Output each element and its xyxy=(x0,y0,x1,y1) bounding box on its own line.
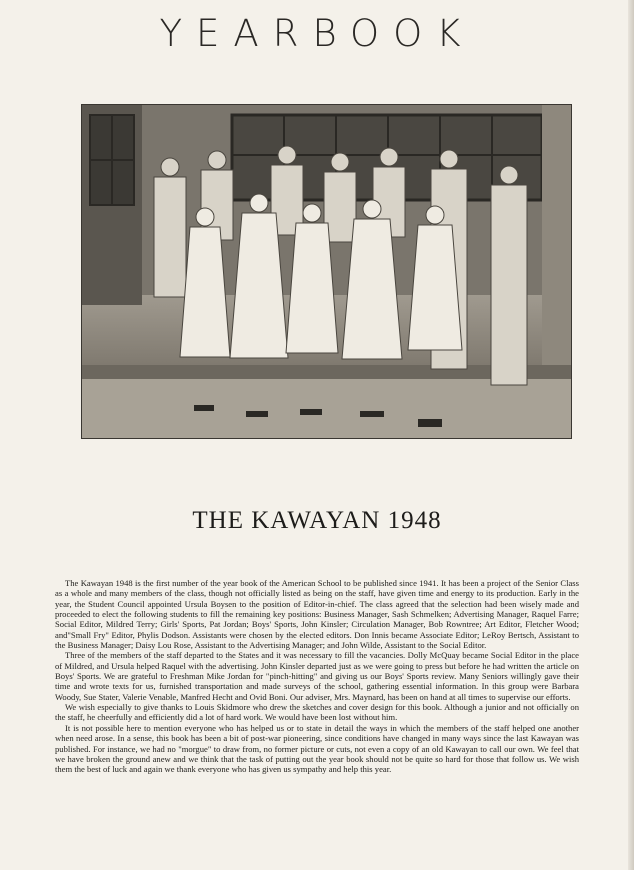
staff-photo-illustration xyxy=(82,105,571,438)
staff-group-photo xyxy=(81,104,572,439)
paragraph-3: We wish especially to give thanks to Louis Skidmore who drew the sketches and cover design for this book. Although a junior and not officially on the staff, he cheerfully and efficiently did a lot of hard work. We would have been lost without him. xyxy=(55,702,579,723)
article-body xyxy=(55,578,579,775)
article-title: THE KAWAYAN 1948 xyxy=(192,507,442,534)
page-header-title: YEARBOOK xyxy=(159,12,475,55)
paragraph-1: The Kawayan 1948 is the first number of the year book of the American School to be published since 1941. It has been a project of the Senior Class as a whole and many members of the class, though not officially listed as being on the staff, have given time and energy to its production. Early in the year, the Student Council appointed Ursula Boysen to the position of Editor-in-chief. The class agreed that the selection had been wisely made and proceeded to elect the following students to fill the remaining key positions: Business Manager, Sash Schmelken; Advertising Manager, Raquel Farre; Social Editor, Mildred Terry; Girls' Sports, Pat Jordan; Boys' Sports, John Kinsler; Circulation Manager, Bob Rowntree; Art Editor, Fletcher Wood; and"Small Fry" Editor, Phylis Dodson. Assistants were chosen by the elected editors. Don Innis became Associate Editor; LeRoy Bertsch, Assistant to the Business Manager; Daisy Lou Rose, Assistant to the Advertising Manager; and John Wilde, Assistant to the Social Editor. xyxy=(55,578,579,651)
page-edge-shadow xyxy=(628,0,634,870)
paragraph-2: Three of the members of the staff departed to the States and it was necessary to fill the vacancies. Dolly McQuay became Social Editor in the place of Mildred, and Ursula helped Raquel with the advertising. John Kinsler departed just as we were going to press but before he had written the article on Boys' Sports. We are grateful to Freshman Mike Jordan for "pinch-hitting" and giving us our Boys' Sports review. Many Seniors willingly gave their time and wrote texts for us, furnished transportation and made surveys of the school, gathering essential information. In this group were Barbara Woody, Sue Stater, Valerie Venable, Manfred Hecht and Ovid Boni. Our adviser, Mrs. Maynard, has been on hand at all times to supervise our efforts. xyxy=(55,650,579,702)
paragraph-4: It is not possible here to mention everyone who has helped us or to state in detail the ways in which the members of the staff helped one another when need arose. In a sense, this book has been a bit of post-war pioneering, since conditions have changed in many ways since the last Kawayan was published. For instance, we had no "morgue" to draw from, no former picture or cuts, not even a copy of an old Kawayan to call our own. We feel that we have broken the ground anew and we think that the task of putting out the year book should not be quite so hard for those that follow us. We wish them the best of luck and again we thank everyone who has given us sympathy and help this year. xyxy=(55,722,579,775)
